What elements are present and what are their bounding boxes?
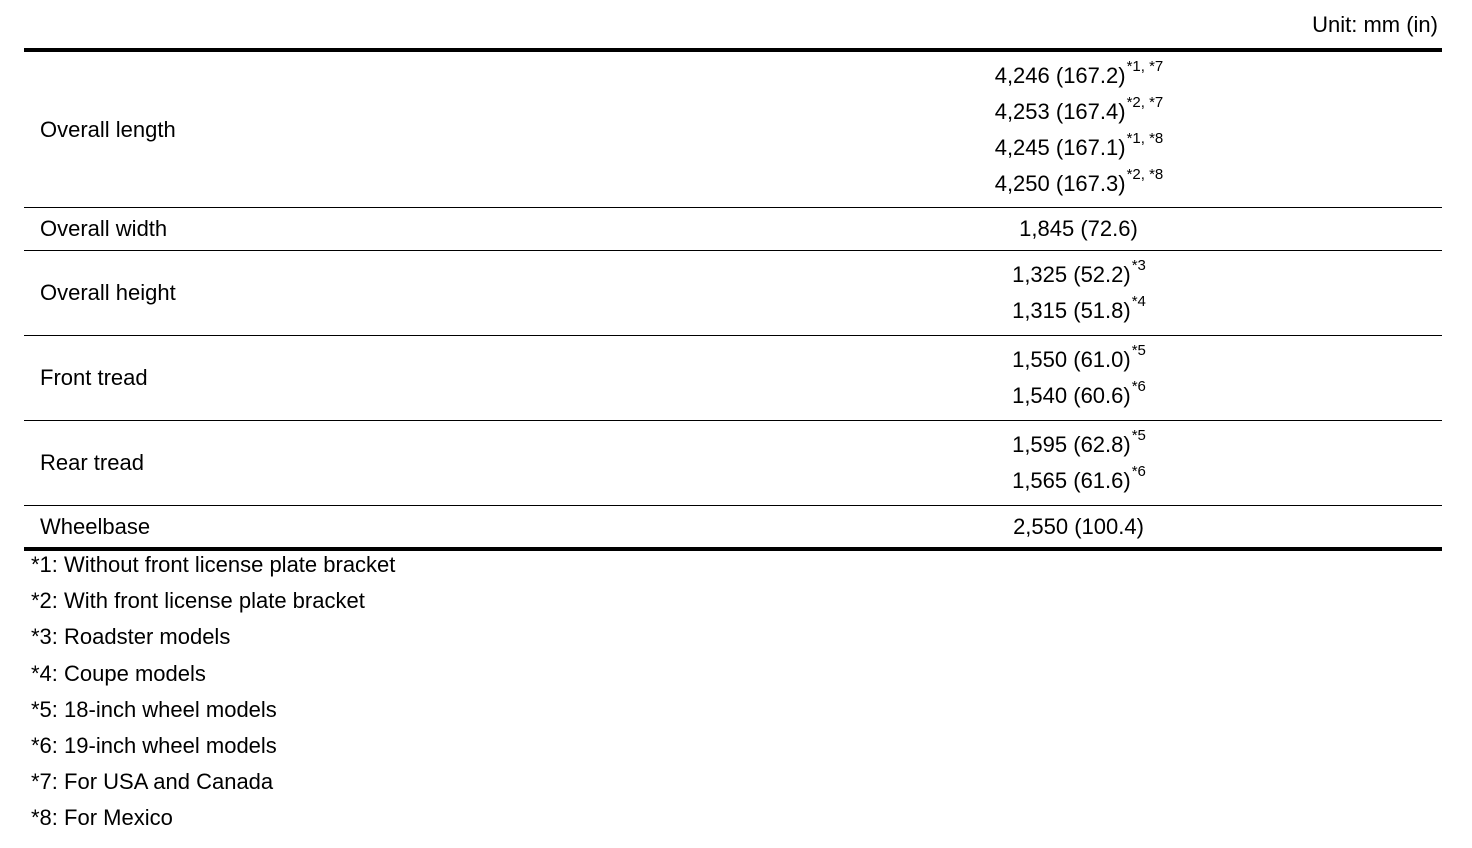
value: 1,845 (72.6): [1019, 216, 1138, 241]
footnotes-list: [31, 552, 395, 842]
footnote-ref: *4: [1131, 293, 1146, 310]
value: 4,245 (167.1) $^{*1, *8}$: [995, 130, 1164, 166]
footnote: *5: 18-inch wheel models: [31, 696, 277, 722]
row-label: Rear tread: [40, 450, 144, 475]
footnote: *7: For USA and Canada: [31, 769, 274, 795]
value: 1,550 (61.0) $^{*5}$: [1012, 342, 1146, 378]
value: 1,325 (52.2) $^{*3}$: [1012, 257, 1146, 293]
footnote-ref: *5: [1131, 427, 1146, 444]
table-row-overall-height: [24, 251, 1442, 336]
row-values: [766, 211, 1442, 247]
table-row-overall-width: [24, 208, 1442, 251]
value: 4,253 (167.4) $^{*2, *7}$: [995, 94, 1164, 130]
footnote-ref: *6: [1131, 378, 1146, 395]
footnote: *2: With front license plate bracket: [31, 588, 365, 614]
footnote: *1: Without front license plate bracket: [31, 552, 396, 577]
row-label: Wheelbase: [40, 513, 151, 539]
footnote-ref: *2, *8: [1126, 165, 1164, 183]
value: 4,250 (167.3) $^{*2, *8}$: [995, 166, 1164, 202]
value: 1,565 (61.6) $^{*6}$: [1012, 463, 1146, 499]
value: 1,540 (60.6) $^{*6}$: [1012, 378, 1146, 414]
row-values: [766, 257, 1442, 329]
footnote-ref: *6: [1131, 463, 1146, 480]
footnote-ref: *2, *7: [1126, 93, 1164, 111]
footnote-ref: *1, *8: [1126, 129, 1164, 147]
row-values: [766, 509, 1442, 545]
value: 1,315 (51.8) $^{*4}$: [1012, 293, 1146, 329]
row-label: Overall width: [40, 216, 168, 241]
value: 4,246 (167.2) $^{*1, *7}$: [995, 58, 1164, 94]
row-label: Front tread: [40, 365, 148, 390]
row-values: [766, 427, 1442, 499]
footnote-ref: *1, *7: [1126, 57, 1164, 75]
value: 2,550 (100.4): [1013, 513, 1144, 539]
table-row-wheelbase: [24, 506, 1442, 547]
footnote-ref: *5: [1131, 342, 1146, 359]
footnote: *4: Coupe models: [31, 660, 206, 686]
footnote: *3: Roadster models: [31, 624, 231, 650]
row-label: Overall length: [40, 116, 176, 142]
table-row-overall-length: [24, 52, 1442, 208]
value: 1,595 (62.8) $^{*5}$: [1012, 427, 1146, 463]
table-row-front-tread: [24, 336, 1442, 421]
row-values: [766, 58, 1442, 202]
table-row-rear-tread: [24, 421, 1442, 506]
dimensions-table: [24, 48, 1442, 551]
footnote: *8: For Mexico: [31, 805, 173, 831]
row-values: [766, 342, 1442, 414]
unit-label: Unit: mm (in): [1312, 12, 1438, 37]
row-label: Overall height: [40, 280, 176, 305]
footnote: *6: 19-inch wheel models: [31, 732, 277, 758]
footnote-ref: *3: [1131, 257, 1146, 274]
